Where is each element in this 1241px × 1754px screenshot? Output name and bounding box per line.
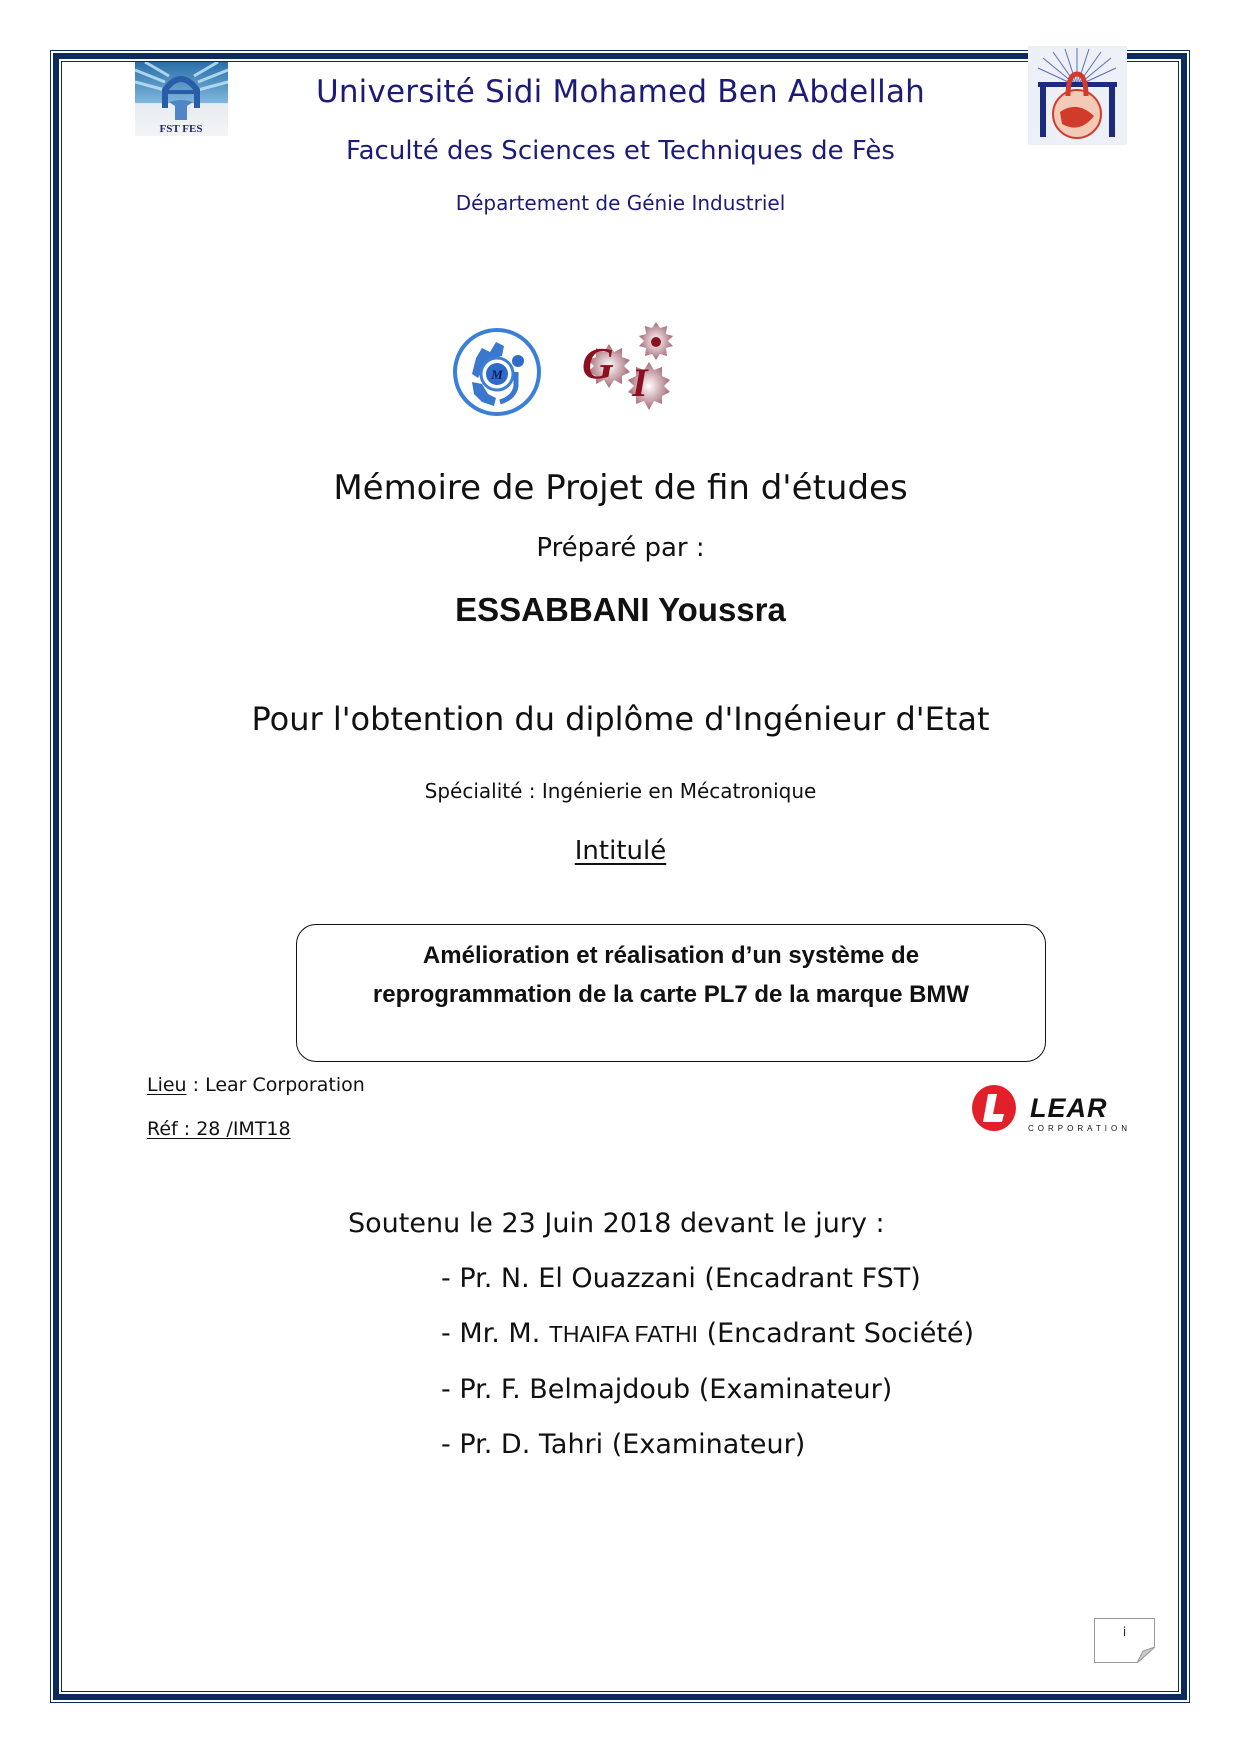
prepared-by-label: Préparé par : xyxy=(536,533,705,563)
mecatronique-logo xyxy=(452,328,542,416)
jury-member-name: - Pr. F. Belmajdoub xyxy=(441,1374,699,1405)
page-number-box xyxy=(1094,1618,1155,1663)
page-curl-icon xyxy=(1137,1647,1155,1663)
jury-member-name: - Pr. N. El Ouazzani xyxy=(441,1263,705,1294)
lear-logo-mark xyxy=(970,1084,1018,1132)
thesis-title-box xyxy=(296,924,1046,1062)
jury-member-role: (Examinateur) xyxy=(611,1429,806,1460)
genie-industriel-logo xyxy=(574,322,684,422)
jury-member xyxy=(441,1263,921,1294)
gi-letter-g: G xyxy=(582,339,614,388)
university-name: Université Sidi Mohamed Ben Abdellah xyxy=(315,74,926,110)
fst-fes-label: FST FES xyxy=(159,123,203,135)
specialty-line: Spécialité : Ingénierie en Mécatronique xyxy=(424,779,817,803)
gi-letter-i: I xyxy=(632,360,648,405)
jury-member-role: (Encadrant Société) xyxy=(697,1318,975,1349)
thesis-title-line-2: reprogrammation de la carte PL7 de la marque BMW xyxy=(372,981,970,1008)
jury-member-role: (Examinateur) xyxy=(698,1374,893,1405)
mecatronique-letter: M xyxy=(491,367,503,382)
jury-member-role: (Encadrant FST) xyxy=(704,1263,921,1294)
location-label: Lieu xyxy=(147,1074,187,1096)
lear-logo-subtext: CORPORATION xyxy=(1028,1124,1131,1133)
thesis-title-line-1: Amélioration et réalisation d’un système de xyxy=(422,942,920,969)
title-label: Intitulé xyxy=(574,836,667,866)
jury-member xyxy=(441,1318,974,1349)
document-type: Mémoire de Projet de fin d'études xyxy=(333,468,908,508)
department-name: Département de Génie Industriel xyxy=(455,191,786,215)
reference-line: Réf : 28 /IMT18 xyxy=(147,1118,291,1140)
jury-member-name: - Mr. M. xyxy=(441,1318,549,1349)
degree-line: Pour l'obtention du diplôme d'Ingénieur d'Etat xyxy=(251,700,990,738)
lear-logo-text: LEAR xyxy=(1030,1093,1108,1123)
author-name: ESSABBANI Youssra xyxy=(455,591,786,628)
jury-member-name: - Pr. D. Tahri xyxy=(441,1429,612,1460)
location-value: : Lear Corporation xyxy=(186,1074,365,1096)
page-number: i xyxy=(1122,1625,1127,1639)
jury-member xyxy=(441,1429,805,1460)
faculty-name: Faculté des Sciences et Techniques de Fès xyxy=(346,136,895,166)
jury-member-caps: THAIFA FATHI xyxy=(548,1321,698,1347)
location-line xyxy=(147,1074,365,1096)
jury-member xyxy=(441,1374,892,1405)
defense-heading: Soutenu le 23 Juin 2018 devant le jury : xyxy=(348,1208,885,1239)
title-label-wrap xyxy=(0,836,1241,866)
